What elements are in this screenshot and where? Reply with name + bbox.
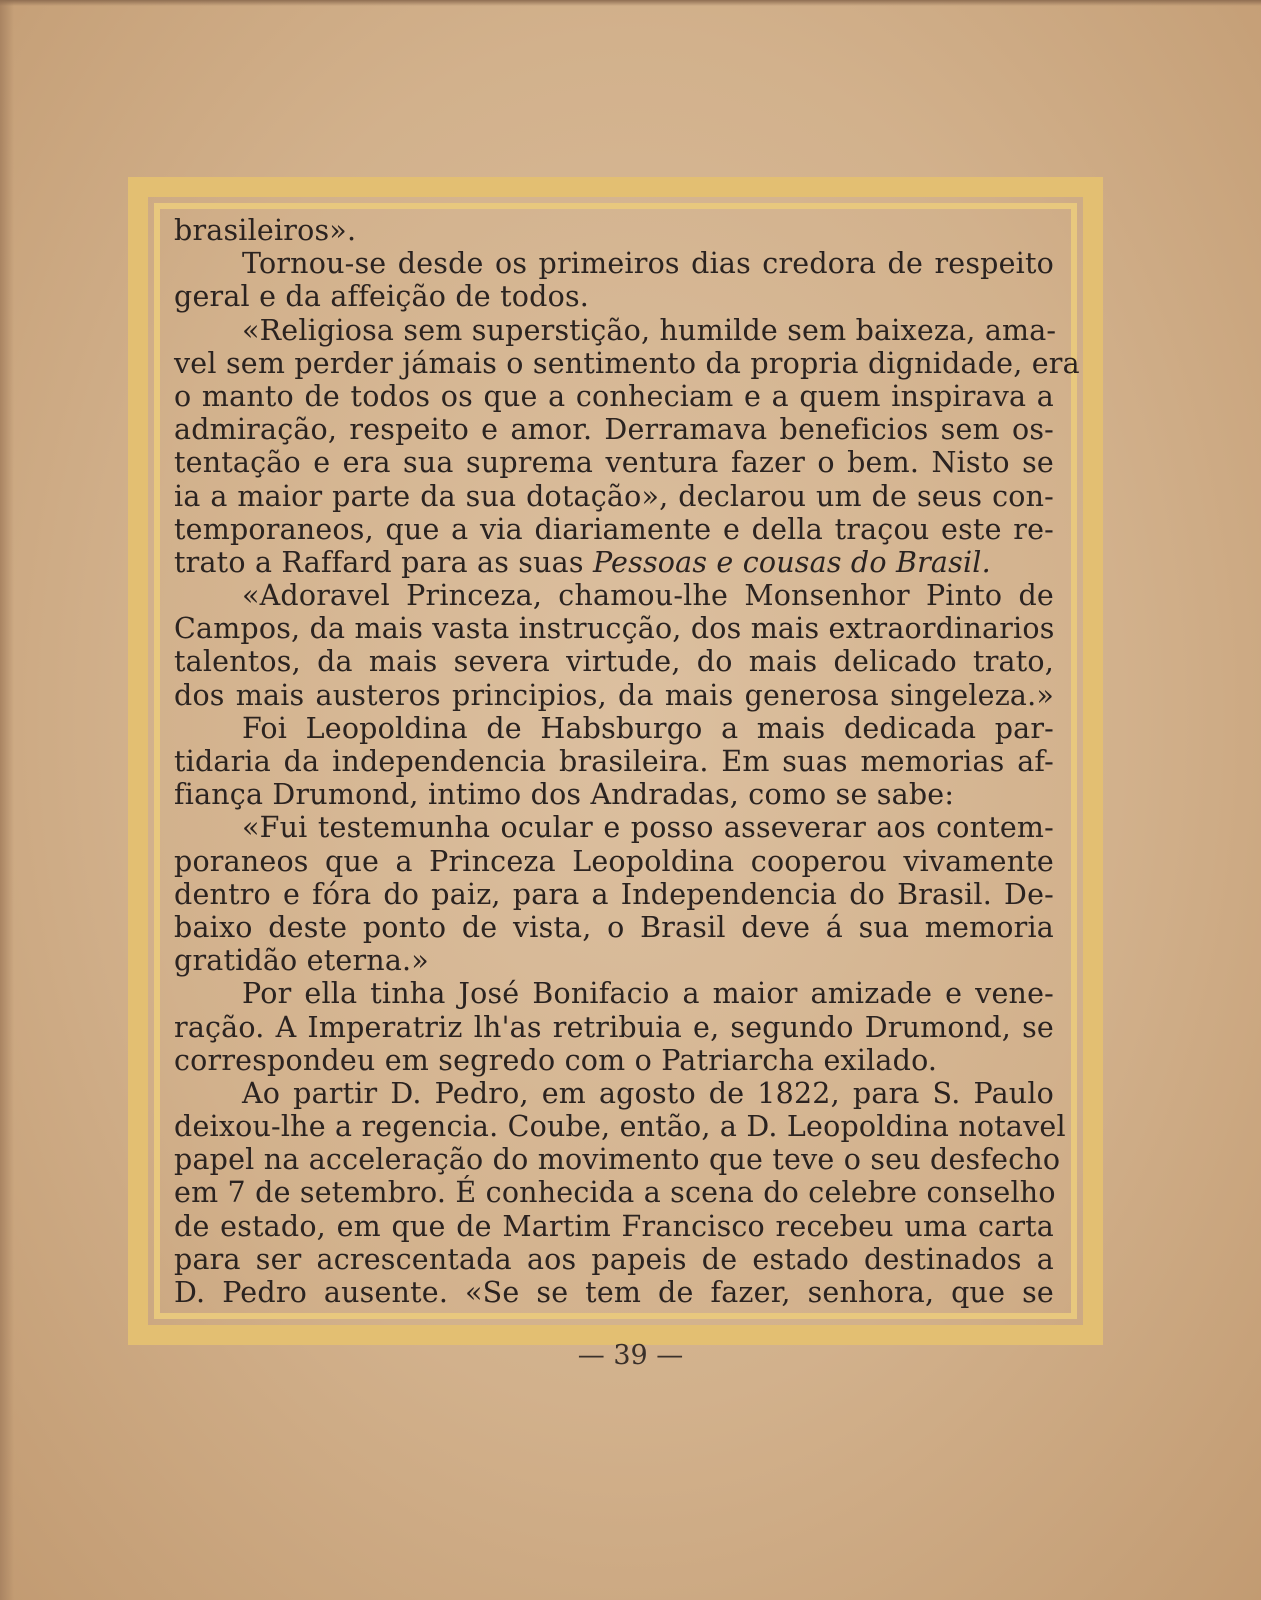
text-line-content: Por ella tinha José Bonifacio a maior amizade e vene- [242, 977, 1054, 1011]
text-line [174, 247, 1054, 280]
text-line-content: o manto de todos os que a conheciam e a quem inspirava a [174, 379, 1054, 413]
text-line-content: «Fui testemunha ocular e posso asseverar aos contem- [242, 811, 1054, 845]
text-line-content: em 7 de setembro. É conhecida a scena do celebre conselho [174, 1176, 1056, 1210]
text-line [174, 845, 1054, 878]
text-line [174, 214, 1054, 247]
text-line-content: «Religiosa sem superstição, humilde sem baixeza, ama- [242, 313, 1057, 347]
text-line-content: tentação e era sua suprema ventura fazer o bem. Nisto se [174, 446, 1054, 480]
text-line [174, 1110, 1066, 1144]
text-line [174, 612, 1054, 645]
text-line [174, 1011, 1054, 1044]
text-line-content: admiração, respeito e amor. Derramava beneficios sem os- [174, 413, 1054, 447]
text-line [174, 1210, 1054, 1243]
page-top-shadow [0, 0, 1261, 6]
text-line-content: geral e da affeição de todos. [174, 280, 590, 314]
text-line [174, 546, 1054, 579]
text-line-content: Ao partir D. Pedro, em agosto de 1822, para S. Paulo [242, 1076, 1054, 1110]
text-line-content: baixo deste ponto de vista, o Brasil deve á sua memoria [174, 910, 1054, 944]
text-line-content: Tornou-se desde os primeiros dias credora de respeito [242, 247, 1054, 281]
text-line [174, 911, 1054, 944]
text-line [174, 513, 1054, 546]
text-line-content: poraneos que a Princeza Leopoldina cooperou vivamente [174, 844, 1054, 878]
text-line [174, 745, 1054, 778]
text-line-content: correspondeu em segredo com o Patriarcha exilado. [174, 1043, 938, 1077]
page-number: — 39 — [577, 1340, 684, 1371]
text-line [174, 778, 1054, 811]
text-line [174, 679, 1054, 712]
text-line-content: Foi Leopoldina de Habsburgo a mais dedicada par- [242, 711, 1054, 745]
text-line-content: ração. A Imperatriz lh'as retribuia e, segundo Drumond, se [174, 1010, 1054, 1044]
text-line-content: Campos, da mais vasta instrucção, dos mais extraordinarios [174, 612, 1055, 646]
text-line-content: gratidão eterna.» [174, 944, 429, 978]
text-line-content: fiança Drumond, intimo dos Andradas, como se sabe: [174, 778, 955, 812]
book-title: Pessoas e cousas do Brasil. [592, 545, 991, 579]
text-line [174, 346, 1080, 380]
text-line-content: de estado, em que de Martim Francisco recebeu uma carta [174, 1209, 1054, 1243]
text-line [174, 480, 1054, 513]
text-line [174, 1176, 1054, 1209]
text-line [174, 1044, 1054, 1077]
text-line-content: talentos, da mais severa virtude, do mais delicado trato, [174, 645, 1054, 679]
text-line-content: tidaria da independencia brasileira. Em suas memorias af- [174, 745, 1054, 778]
text-line-content: ia a maior parte da sua dotação», declarou um de seus con- [174, 479, 1054, 513]
text-line [174, 878, 1054, 911]
text-line-content: D. Pedro ausente. «Se se tem de fazer, senhora, que se [174, 1276, 1054, 1309]
text-line [174, 280, 1054, 313]
text-line [174, 1243, 1054, 1276]
text-line [174, 1276, 1054, 1309]
text-line [174, 811, 1054, 844]
text-line-content: brasileiros». [174, 214, 357, 247]
text-line [174, 380, 1054, 413]
text-line [174, 712, 1054, 745]
text-line-content: «Adoravel Princeza, chamou-lhe Monsenhor Pinto de [242, 579, 1054, 613]
body-text [174, 214, 1080, 1309]
text-line-content: trato a Raffard para as suas [174, 545, 593, 579]
text-line-content: temporaneos, que a via diariamente e della traçou este re- [174, 512, 1054, 546]
text-line-content: para ser acrescentada aos papeis de estado destinados a [174, 1242, 1054, 1276]
text-line [174, 446, 1054, 479]
text-line-content: vel sem perder jámais o sentimento da propria dignidade, era [174, 346, 1080, 380]
text-line [174, 313, 1057, 347]
text-line-content: papel na acceleração do movimento que teve o seu desfecho [174, 1143, 1061, 1177]
text-line [174, 977, 1054, 1010]
text-line-content: dos mais austeros principios, da mais generosa singeleza.» [174, 678, 1054, 712]
text-line [174, 413, 1054, 446]
text-line [174, 645, 1054, 678]
text-line [174, 1077, 1054, 1110]
text-line-content: deixou-lhe a regencia. Coube, então, a D. Leopoldina notavel [174, 1110, 1066, 1144]
text-line [174, 579, 1054, 612]
text-line-content: dentro e fóra do paiz, para a Independencia do Brasil. De- [174, 877, 1054, 911]
text-line [174, 944, 1054, 977]
text-line [174, 1143, 1061, 1177]
